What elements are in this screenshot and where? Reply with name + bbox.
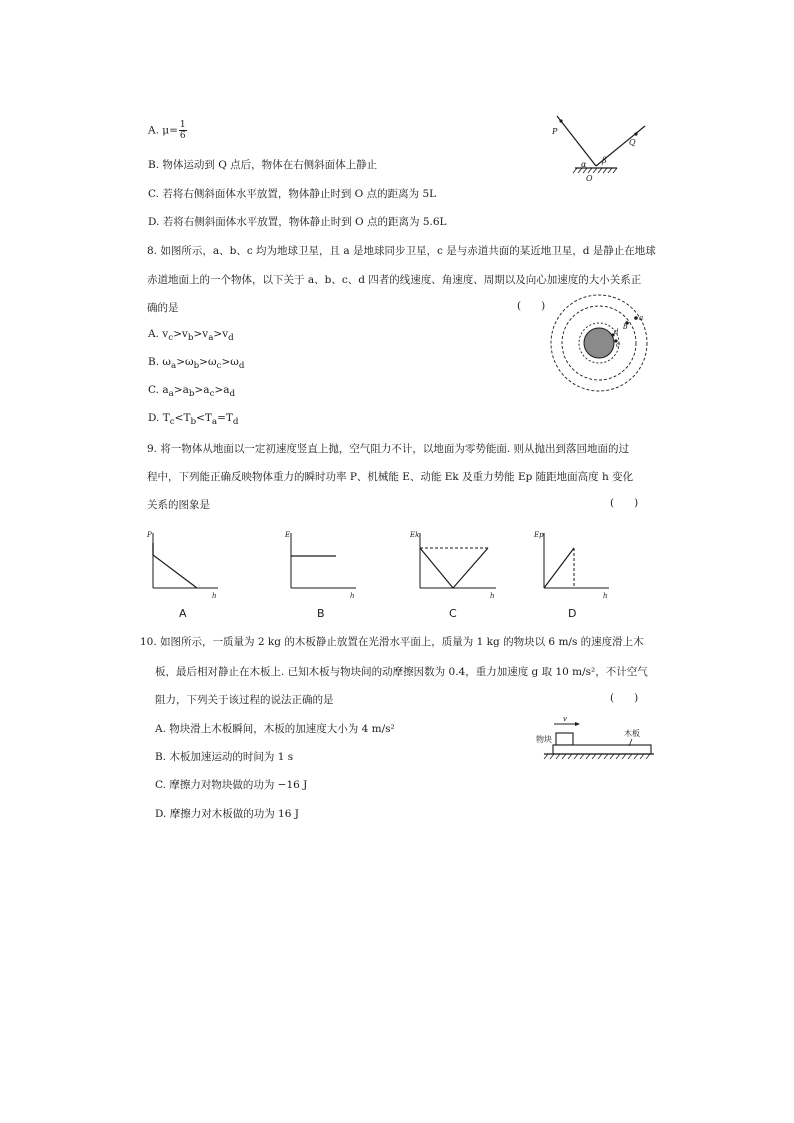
q9-stem-line-1: 9. 将一物体从地面以一定初速度竖直上抛，空气阻力不计，以地面为零势能面. 则从抛出到落回地面的过 [147,443,630,455]
q7-incline-figure [545,108,655,188]
q10-stem-line-3: 阻力，下列关于该过程的说法正确的是 [155,694,334,706]
label-a: a [639,314,644,322]
q10-board-figure [536,713,656,768]
q7-option-d: D. 若将右侧斜面体水平放置，物体静止时到 O 点的距离为 5.6L [148,216,447,228]
q9-graph-c [410,525,500,600]
q9-graph-b-caption: B [317,607,325,620]
graph-d-ylabel: Ep [534,531,544,539]
fraction: $\frac{1}{6}$ [179,120,186,141]
label-d: d [614,328,619,336]
q10-option-a: A. 物块滑上木板瞬间，木板的加速度大小为 4 m/s² [155,723,395,735]
label-alpha: α [581,160,587,169]
q8-answer-blank: ( ) [517,300,546,312]
q8-orbit-figure [544,288,654,398]
left-incline [557,116,596,166]
q8-option-d: D. $T_c<T_b<T_a=T_d$ [148,412,239,428]
q10-option-b: B. 木板加速运动的时间为 1 s [155,751,294,763]
q10-answer-blank: ( ) [610,692,639,704]
label-beta: β [602,156,607,165]
q8-stem-line-2: 赤道地面上的一个物体，以下关于 a、b、c、d 四者的线速度、角速度、周期以及向心加速度的大小关系正 [147,274,642,286]
graph-b-xlabel: h [350,592,355,600]
q9-stem-line-3: 关系的图象是 [147,499,210,511]
q7-option-b: B. 物体运动到 Q 点后，物体在右侧斜面体上静止 [148,159,378,171]
graph-a-xlabel: h [212,592,217,600]
q9-graph-a [146,525,226,600]
ground-hatch [544,754,650,759]
q10-option-d: D. 摩擦力对木板做的功为 16 J [155,808,299,820]
label-q: Q [629,138,636,147]
graph-c-curve [420,548,488,588]
q9-stem-line-2: 程中，下列能正确反映物体重力的瞬时功率 P、机械能 E、动能 Ek 及重力势能 Ep 随距地面高度 h 变化 [147,471,634,483]
label-block: 物块 [536,735,552,744]
q10-stem-line-1: 10. 如图所示，一质量为 2 kg 的木板静止放置在光滑水平面上，质量为 1 kg 的物块以 6 m/s 的速度滑上木 [140,636,644,648]
graph-d-xlabel: h [603,592,608,600]
block [556,733,573,745]
label-c: c [616,341,620,349]
q8-option-b: B. $\omega_a>\omega_b>\omega_c>\omega_d$ [148,356,245,372]
label-o: O [586,174,593,183]
label-b: b [623,323,628,331]
q7-option-a: A. μ= $\frac{1}{6}$ [148,120,186,141]
label-v: v [563,715,567,723]
earth [584,328,614,358]
q8-option-a: A. $v_c>v_b>v_a>v_d$ [148,328,234,344]
q9-graph-c-caption: C [449,607,457,620]
label-p: P [552,127,558,136]
q9-graph-d [533,525,613,600]
ground-hatch [573,168,617,173]
point-p [559,119,562,122]
point-q [634,132,637,135]
q9-graph-d-caption: D [568,607,577,620]
q9-graph-b [284,525,364,600]
q10-stem-line-2: 板，最后相对静止在木板上. 已知木板与物块间的动摩擦因数为 0.4，重力加速度 g 取 10 m/s²，不计空气 [155,666,648,678]
graph-a-ylabel: P [147,531,152,539]
graph-b-ylabel: E [285,531,291,539]
board [553,745,651,754]
graph-c-ylabel: Ek [410,531,420,539]
q10-option-c: C. 摩擦力对物块做的功为 −16 J [155,779,308,791]
label-board: 木板 [624,729,640,738]
q8-option-c: C. $a_a>a_b>a_c>a_d$ [148,384,236,400]
satellite-a [634,316,638,320]
q9-graph-a-caption: A [179,607,187,620]
q9-answer-blank: ( ) [610,497,639,509]
graph-c-xlabel: h [490,592,495,600]
q7-option-c: C. 若将右侧斜面体水平放置，物体静止时到 O 点的距离为 5L [148,188,437,200]
velocity-arrowhead [575,722,580,726]
graph-a-curve [153,543,197,588]
q8-stem-line-1: 8. 如图所示，a、b、c 均为地球卫星，且 a 是地球同步卫星，c 是与赤道共面的某近地卫星，d 是静止在地球 [147,245,656,257]
q8-stem-line-3: 确的是 [147,302,179,314]
graph-d-curve [544,548,574,588]
